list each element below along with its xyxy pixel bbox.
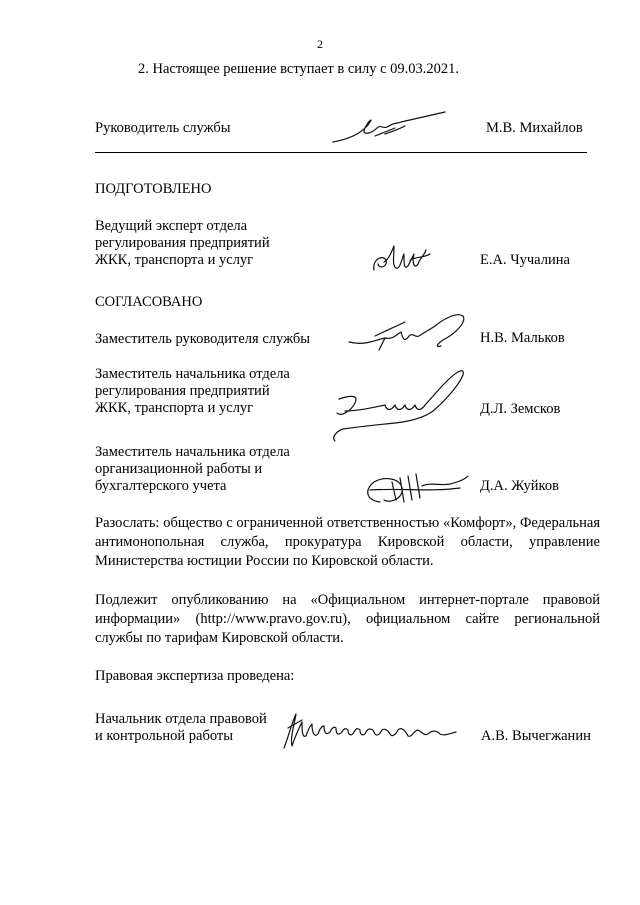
head-title: Руководитель службы bbox=[95, 120, 231, 136]
prepared-signature bbox=[370, 240, 435, 280]
legal-head-position-line-1: Начальник отдела правовой bbox=[95, 711, 267, 727]
signer-3-name: Д.А. Жуйков bbox=[480, 478, 559, 494]
signer-2-position-line-3: ЖКК, транспорта и услуг bbox=[95, 400, 254, 416]
prepared-position-line-2: регулирования предприятий bbox=[95, 235, 270, 251]
publication-text: Подлежит опубликованию на «Официальном интернет-портале правовой информации» (http://www.pravo.gov.ru), официальном сайте региональной службы по тарифам Кировской области. bbox=[95, 592, 600, 646]
legal-head-signature bbox=[278, 708, 463, 754]
prepared-position-line-1: Ведущий эксперт отдела bbox=[95, 218, 248, 234]
distribution-text: Разослать: общество с ограниченной ответственностью «Комфорт», Федеральная антимонопольная служба, прокуратура Кировской области, управление Министерства юстиции России по Кировской области. bbox=[95, 515, 600, 569]
head-signature bbox=[325, 108, 455, 150]
signer-3-position-line-3: бухгалтерского учета bbox=[95, 478, 227, 494]
signer-2-position-line-1: Заместитель начальника отдела bbox=[95, 366, 290, 382]
signer-2-name: Д.Л. Земсков bbox=[480, 401, 561, 417]
signer-2-position-line-2: регулирования предприятий bbox=[95, 383, 270, 399]
head-name: М.В. Михайлов bbox=[486, 120, 583, 136]
signer-1-signature bbox=[345, 310, 470, 358]
signer-1-position-line-1: Заместитель руководителя службы bbox=[95, 331, 311, 347]
prepared-name: Е.А. Чучалина bbox=[480, 252, 570, 268]
legal-review-text: Правовая экспертиза проведена: bbox=[95, 668, 295, 684]
signer-3-signature bbox=[360, 462, 475, 510]
legal-head-position-line-2: и контрольной работы bbox=[95, 728, 233, 744]
signer-3-position-line-1: Заместитель начальника отдела bbox=[95, 444, 290, 460]
agreed-heading: СОГЛАСОВАНО bbox=[95, 294, 203, 310]
page-number: 2 bbox=[317, 37, 323, 51]
prepared-heading: ПОДГОТОВЛЕНО bbox=[95, 181, 212, 197]
head-signature-line bbox=[95, 152, 587, 153]
signer-1-name: Н.В. Мальков bbox=[480, 330, 565, 346]
prepared-position-line-3: ЖКК, транспорта и услуг bbox=[95, 252, 254, 268]
signer-3-position-line-2: организационной работы и bbox=[95, 461, 263, 477]
decision-effective-date: 2. Настоящее решение вступает в силу с 09.03.2021. bbox=[138, 61, 460, 77]
signer-2-signature bbox=[325, 365, 475, 445]
legal-head-name: А.В. Вычегжанин bbox=[481, 728, 591, 744]
